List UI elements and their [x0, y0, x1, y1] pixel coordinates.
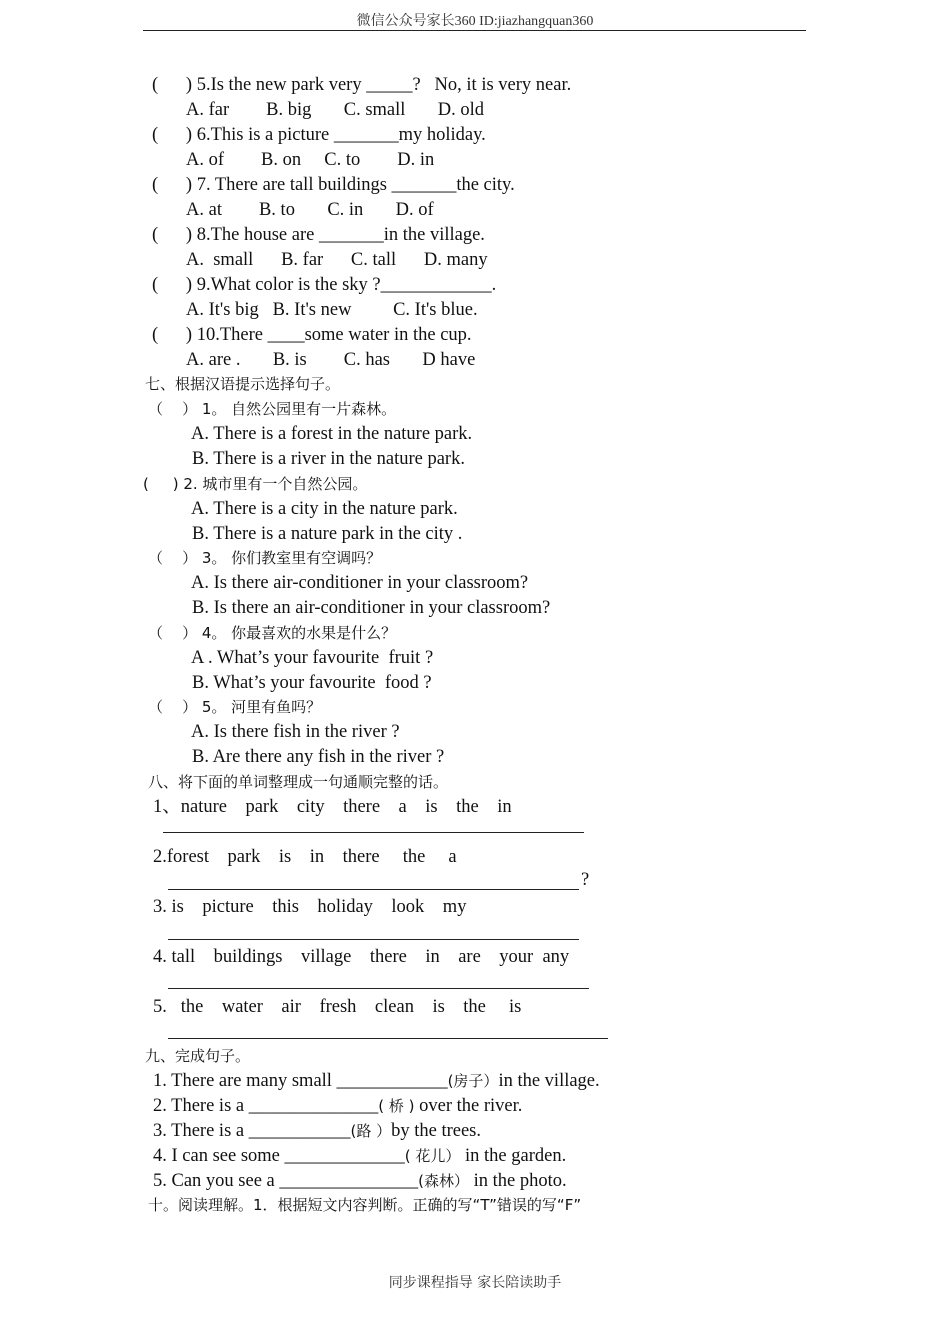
- s7-question-2: ( ) 2. 城市里有一个自然公园。: [143, 475, 368, 493]
- s8-answer-line-5[interactable]: [168, 1038, 608, 1039]
- mc-question-8: ( ) 8.The house are _______in the village.: [152, 225, 485, 245]
- mc-question-7: ( ) 7. There are tall buildings _______the city.: [152, 175, 515, 195]
- s7-question-5: （ ） 5。 河里有鱼吗？: [148, 698, 322, 716]
- s7-option-2b: B. There is a nature park in the city .: [192, 524, 463, 544]
- s9-sentence-5: [153, 1170, 567, 1192]
- s9-pre-5: 5. Can you see a _______________: [153, 1171, 419, 1191]
- s9-sentence-4: [153, 1145, 566, 1167]
- s9-sentence-3: [153, 1120, 481, 1142]
- s9-pre-1: 1. There are many small ____________: [153, 1071, 448, 1091]
- s7-question-1: （ ） 1。 自然公园里有一片森林。: [148, 400, 397, 418]
- s8-words-1: 1、nature park city there a is the in: [153, 797, 512, 817]
- mc-options-5: A. far B. big C. small D. old: [186, 100, 485, 120]
- s8-end-mark-2: ?: [581, 870, 590, 890]
- s9-post-3: by the trees.: [391, 1121, 482, 1141]
- mc-question-6: ( ) 6.This is a picture _______my holiday.: [152, 125, 486, 145]
- s8-answer-line-3[interactable]: [168, 939, 579, 940]
- s7-option-4a: A . What’s your favourite fruit ?: [191, 648, 434, 668]
- s9-post-2: over the river.: [414, 1096, 523, 1116]
- s9-hint-4: ( 花儿）: [404, 1147, 461, 1165]
- s9-sentence-2: [153, 1095, 522, 1117]
- page-footer: 同步课程指导 家长陪读助手: [388, 1275, 562, 1291]
- s9-hint-2: ( 桥 ): [378, 1097, 415, 1115]
- mc-options-10: A. are . B. is C. has D have: [186, 350, 476, 370]
- section-10-title: 十。阅读理解。1．根据短文内容判断。正确的写“T”错误的写“F”: [148, 1196, 582, 1214]
- s7-question-3: （ ） 3。 你们教室里有空调吗？: [148, 549, 382, 567]
- section-7-title: 七、根据汉语提示选择句子。: [145, 375, 341, 393]
- mc-options-9: A. It's big B. It's new C. It's blue.: [186, 300, 478, 320]
- mc-question-5: ( ) 5.Is the new park very _____? No, it is very near.: [152, 75, 572, 95]
- s8-words-4: 4. tall buildings village there in are your any: [153, 947, 570, 967]
- s7-option-3b: B. Is there an air-conditioner in your classroom?: [192, 598, 551, 618]
- s8-answer-line-1[interactable]: [163, 832, 584, 833]
- mc-options-6: A. of B. on C. to D. in: [186, 150, 435, 170]
- s9-hint-1: (房子）: [447, 1072, 499, 1090]
- s9-pre-3: 3. There is a ___________: [153, 1121, 351, 1141]
- section-8-title: 八、将下面的单词整理成一句通顺完整的话。: [148, 773, 449, 791]
- s8-words-5: 5. the water air fresh clean is the is: [153, 997, 522, 1017]
- s9-pre-2: 2. There is a ______________: [153, 1096, 379, 1116]
- s9-sentence-1: [153, 1070, 600, 1092]
- s9-hint-3: (路 ）: [350, 1122, 392, 1140]
- s8-words-3: 3. is picture this holiday look my: [153, 897, 467, 917]
- mc-options-8: A. small B. far C. tall D. many: [186, 250, 488, 270]
- mc-options-7: A. at B. to C. in D. of: [186, 200, 434, 220]
- s7-question-4: （ ） 4。 你最喜欢的水果是什么？: [148, 624, 397, 642]
- s7-option-2a: A. There is a city in the nature park.: [191, 499, 458, 519]
- s8-answer-line-2[interactable]: [168, 889, 579, 890]
- mc-question-10: ( ) 10.There ____some water in the cup.: [152, 325, 472, 345]
- s9-post-5: in the photo.: [469, 1171, 567, 1191]
- s8-answer-line-4[interactable]: [168, 988, 589, 989]
- page-header: 微信公众号家长360 ID:jiazhangquan360: [356, 14, 594, 29]
- s8-words-2: 2.forest park is in there the a: [153, 847, 457, 867]
- s7-option-5a: A. Is there fish in the river ?: [191, 722, 400, 742]
- s9-hint-5: (森林）: [418, 1172, 469, 1190]
- s7-option-4b: B. What’s your favourite food ?: [192, 673, 432, 693]
- s7-option-1a: A. There is a forest in the nature park.: [191, 424, 473, 444]
- header-divider: [143, 30, 806, 31]
- section-9-title: 九、完成句子。: [145, 1047, 251, 1065]
- s7-option-5b: B. Are there any fish in the river ?: [192, 747, 445, 767]
- s9-pre-4: 4. I can see some _____________: [153, 1146, 405, 1166]
- s7-option-3a: A. Is there air-conditioner in your classroom?: [191, 573, 529, 593]
- s9-post-1: in the village.: [498, 1071, 600, 1091]
- s9-post-4: in the garden.: [460, 1146, 567, 1166]
- mc-question-9: ( ) 9.What color is the sky ?____________.: [152, 275, 497, 295]
- s7-option-1b: B. There is a river in the nature park.: [192, 449, 465, 469]
